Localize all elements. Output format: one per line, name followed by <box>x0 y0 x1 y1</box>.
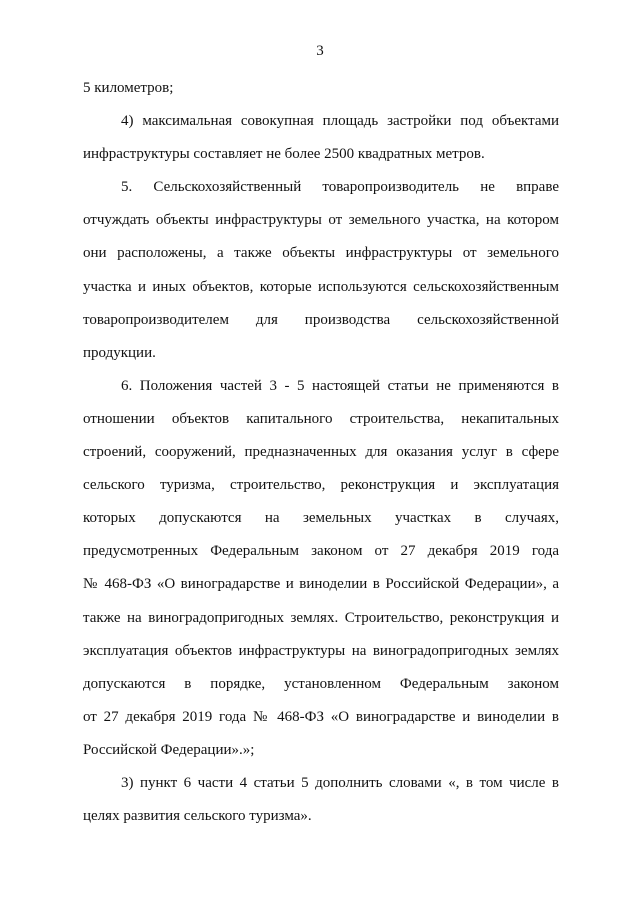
text-line: целях развития сельского туризма». <box>83 808 312 825</box>
text-line: отношении объектов капитального строительства, некапитальных <box>83 410 559 427</box>
text-line: эксплуатация объектов инфраструктуры на виноградопригодных землях <box>83 642 559 659</box>
text-line: они расположены, а также объекты инфраструктуры от земельного <box>83 245 559 262</box>
text-line: строений, сооружений, предназначенных для оказания услуг в сфере <box>83 444 559 461</box>
text-line: 4) максимальная совокупная площадь застройки под объектами <box>121 113 559 130</box>
text-line: Российской Федерации».»; <box>83 741 255 758</box>
text-line: допускаются в порядке, установленном Федеральным законом <box>83 675 559 692</box>
text-line: участка и иных объектов, которые используются сельскохозяйственным <box>83 278 559 295</box>
text-line: товаропроизводителем для производства сельскохозяйственной <box>83 311 559 328</box>
text-line: от 27 декабря 2019 года № 468-ФЗ «О виноградарстве и виноделии в <box>83 708 559 725</box>
text-line: 3) пункт 6 части 4 статьи 5 дополнить словами «, в том числе в <box>121 774 559 791</box>
page-number: 3 <box>316 43 324 59</box>
text-line: продукции. <box>83 344 156 361</box>
text-line: 5. Сельскохозяйственный товаропроизводитель не вправе <box>121 179 559 196</box>
text-line: также на виноградопригодных землях. Строительство, реконструкция и <box>83 609 559 626</box>
text-line: 5 километров; <box>83 80 174 96</box>
document-body <box>83 72 559 833</box>
text-line: сельского туризма, строительство, реконструкция и эксплуатация <box>83 477 559 494</box>
text-line: которых допускаются на земельных участках в случаях, <box>83 510 559 527</box>
text-line: отчуждать объекты инфраструктуры от земельного участка, на котором <box>83 212 559 229</box>
text-line: инфраструктуры составляет не более 2500 квадратных метров. <box>83 146 485 163</box>
text-line: предусмотренных Федеральным законом от 27 декабря 2019 года <box>83 543 559 560</box>
text-line: № 468-ФЗ «О виноградарстве и виноделии в Российской Федерации», а <box>83 576 559 593</box>
text-line: 6. Положения частей 3 - 5 настоящей статьи не применяются в <box>121 377 559 394</box>
